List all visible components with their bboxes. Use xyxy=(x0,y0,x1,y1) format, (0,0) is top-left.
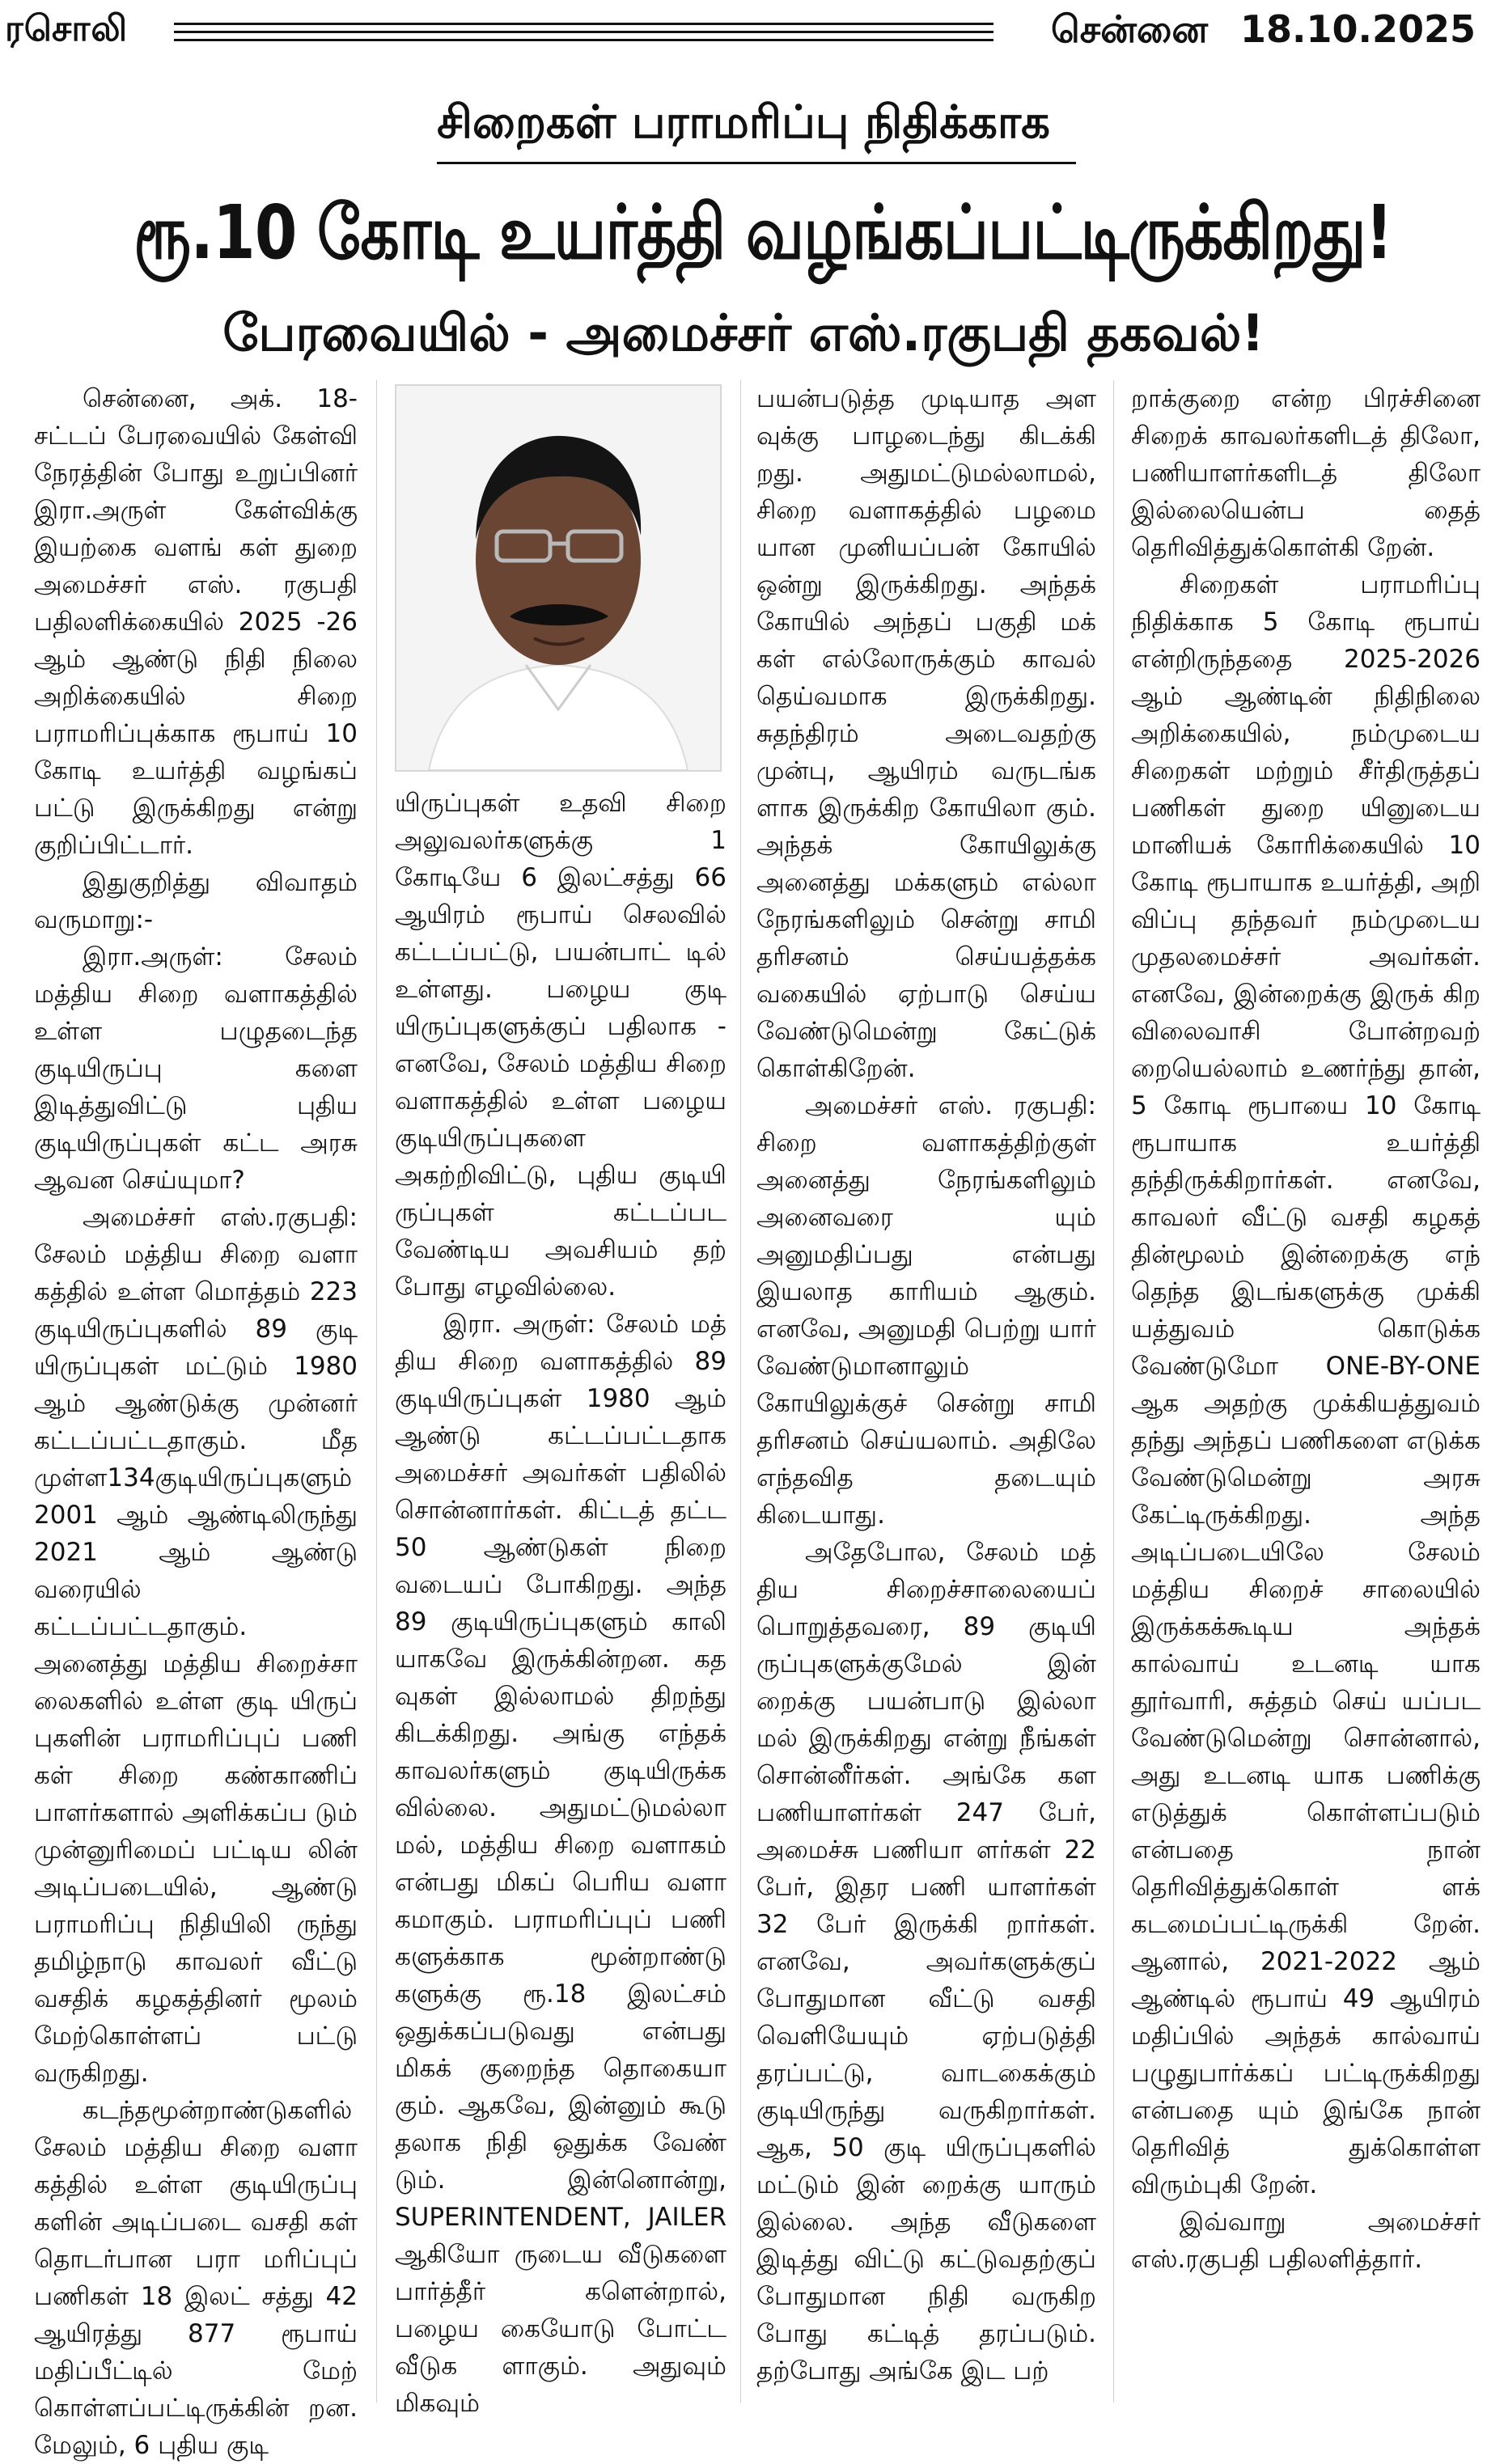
column-divider xyxy=(1113,380,1114,2403)
article-headline: ரூ.10 கோடி உயர்த்தி வழங்கப்பட்டிருக்கிறது! xyxy=(133,189,1393,276)
paragraph: சென்னை, அக். 18- சட்டப் பேரவையில் கேள்வி நேரத்தின் போது உறுப்பினர் இரா.அருள் கேள்விக்கு இயற்கை வளங் கள் துறை அமைச்சர் எஸ். ரகுபதி பதிலளிக்கையில் 2025 -26 ஆம் ஆண்டு நிதி நிலை அறிக்கையில் சிறை பராமரிப்புக்காக ரூபாய் 10 கோடி உயர்த்தி வழங்கப் பட்டு இருக்கிறது என்று குறிப்பிட்டார். xyxy=(34,384,358,860)
paragraph: அமைச்சர் எஸ்.ரகுபதி: சேலம் மத்திய சிறை வளா கத்தில் உள்ள மொத்தம் 223 குடியிருப்புகளில் 89 குடி யிருப்புகள் மட்டும் 1980 ஆம் ஆண்டுக்கு முன்னர் கட்டப்பட்டதாகும். மீத முள்ள134குடியிருப்புகளும் 2001 ஆம் ஆண்டிலிருந்து 2021 ஆம் ஆண்டு வரையில் கட்டப்பட்டதாகும். அனைத்து மத்திய சிறைச்சா லைகளில் உள்ள குடி யிருப் புகளின் பராமரிப்புப் பணி கள் சிறை கண்காணிப் பாளர்களால் அளிக்கப்ப டும் முன்னுரிமைப் பட்டிய லின் அடிப்படையில், ஆண்டு பராமரிப்பு நிதியிலி ருந்து தமிழ்நாடு காவலர் வீட்டு வசதிக் கழகத்தினர் மூலம் மேற்கொள்ளப் பட்டு வருகிறது. xyxy=(34,1203,358,2088)
portrait-icon xyxy=(396,386,720,770)
paragraph: யிருப்புகள் உதவி சிறை அலுவலர்களுக்கு 1 கோடியே 6 இலட்சத்து 66 ஆயிரம் ரூபாய் செலவில் கட்டப்பட்டு, பயன்பாட் டில் உள்ளது. பழைய குடி யிருப்புகளுக்குப் பதிலாக - எனவே, சேலம் மத்திய சிறை வளாகத்தில் உள்ள பழைய குடியிருப்புகளை அகற்றிவிட்டு, புதிய குடியி ருப்புகள் கட்டப்பட வேண்டிய அவசியம் தற் போது எழவில்லை. xyxy=(395,789,727,1302)
paragraph: இதுகுறித்து விவாதம் வருமாறு:- xyxy=(34,868,358,934)
masthead xyxy=(0,0,1487,65)
masthead-rule xyxy=(174,39,993,41)
paragraph: சிறைகள் பராமரிப்பு நிதிக்காக 5 கோடி ரூபாய் என்றிருந்ததை 2025-2026 ஆம் ஆண்டின் நிதிநிலை அறிக்கையில், நம்முடைய சிறைகள் மற்றும் சீர்திருத்தப் பணிகள் துறை யினுடைய மானியக் கோரிக்கையில் 10 கோடி ரூபாயாக உயர்த்தி, அறி விப்பு தந்தவர் நம்முடைய முதலமைச்சர் அவர்கள். எனவே, இன்றைக்கு இருக் கிற விலைவாசி போன்றவற் றையெல்லாம் உணர்ந்து தான், 5 கோடி ரூபாயை 10 கோடி ரூபாயாக உயர்த்தி தந்திருக்கிறார்கள். எனவே, காவலர் வீட்டு வசதி கழகத் தின்மூலம் இன்றைக்கு எந் தெந்த இடங்களுக்கு முக்கி யத்துவம் கொடுக்க வேண்டுமோ ONE-BY-ONE ஆக அதற்கு முக்கியத்துவம் தந்து அந்தப் பணிகளை எடுக்க வேண்டுமென்று அரசு கேட்டிருக்கிறது. அந்த அடிப்படையிலே சேலம் மத்திய சிறைச் சாலையில் இருக்கக்கூடிய அந்தக் கால்வாய் உடனடி யாக தூர்வாரி, சுத்தம் செய் யப்பட வேண்டுமென்று சொன்னால், அது உடனடி யாக பணிக்கு எடுத்துக் கொள்ளப்படும் என்பதை நான் தெரிவித்துக்கொள் ளக் கடமைப்பட்டிருக்கி றேன். ஆனால், 2021-2022 ஆம் ஆண்டில் ரூபாய் 49 ஆயிரம் மதிப்பில் அந்தக் கால்வாய் பழுதுபார்க்கப் பட்டிருக்கிறது என்பதை யும் இங்கே நான் தெரிவித் துக்கொள்ள விரும்புகி றேன். xyxy=(1131,570,1481,2199)
paragraph: கடந்தமூன்றாண்டுகளில் சேலம் மத்திய சிறை வளா கத்தில் உள்ள குடியிருப்பு களின் அடிப்படை வசதி கள் தொடர்பான பரா மரிப்புப் பணிகள் 18 இலட் சத்து 42 ஆயிரத்து 877 ரூபாய் மதிப்பீட்டில் மேற் கொள்ளப்பட்டிருக்கின் றன. மேலும், 6 புதிய குடி xyxy=(34,2096,358,2460)
column-divider xyxy=(376,380,377,2403)
masthead-paper-name: ரசொலி xyxy=(5,8,129,49)
masthead-city: சென்னை xyxy=(1050,7,1208,51)
kicker-underline xyxy=(437,162,1076,164)
article-column-4 xyxy=(1131,380,1481,2278)
paragraph: பயன்படுத்த முடியாத அள வுக்கு பாழடைந்து கிடக்கி றது. அதுமட்டுமல்லாமல், சிறை வளாகத்தில் பழமை யான முனியப்பன் கோயில் ஒன்று இருக்கிறது. அந்தக் கோயில் அந்தப் பகுதி மக் கள் எல்லோருக்கும் காவல் தெய்வமாக இருக்கிறது. சுதந்திரம் அடைவதற்கு முன்பு, ஆயிரம் வருடங்க ளாக இருக்கிற கோயிலா கும். அந்தக் கோயிலுக்கு அனைத்து மக்களும் எல்லா நேரங்களிலும் சென்று சாமி தரிசனம் செய்யத்தக்க வகையில் ஏற்பாடு செய்ய வேண்டுமென்று கேட்டுக் கொள்கிறேன். xyxy=(756,384,1096,1083)
minister-photo xyxy=(395,384,722,772)
paragraph: றாக்குறை என்ற பிரச்சினை சிறைக் காவலர்களிடத் திலோ, பணியாளர்களிடத் திலோ இல்லையென்ப தைத் தெரிவித்துக்கொள்கி றேன். xyxy=(1131,384,1481,562)
paragraph: அதேபோல, சேலம் மத் திய சிறைச்சாலையைப் பொறுத்தவரை, 89 குடியி ருப்புகளுக்குமேல் இன் றைக்கு பயன்பாடு இல்லா மல் இருக்கிறது என்று நீங்கள் சொன்னீர்கள். அங்கே கள பணியாளர்கள் 247 பேர், அமைச்சு பணியா ளர்கள் 22 பேர், இதர பணி யாளர்கள் 32 பேர் இருக்கி றார்கள். எனவே, அவர்களுக்குப் போதுமான வீட்டு வசதி வெளியேயும் ஏற்படுத்தி தரப்பட்டு, வாடகைக்கும் குடியிருந்து வருகிறார்கள். ஆக, 50 குடி யிருப்புகளில் மட்டும் இன் றைக்கு யாரும் இல்லை. அந்த வீடுகளை இடித்து விட்டு கட்டுவதற்குப் போதுமான நிதி வருகிற போது கட்டித் தரப்படும். தற்போது அங்கே இட பற் xyxy=(756,1538,1096,2386)
article-column-2 xyxy=(395,785,727,2422)
masthead-dateline xyxy=(1051,6,1476,52)
column-divider xyxy=(740,380,741,2403)
masthead-date: 18.10.2025 xyxy=(1239,7,1476,51)
article-kicker: சிறைகள் பராமரிப்பு நிதிக்காக xyxy=(437,96,1050,149)
masthead-rule xyxy=(174,23,993,25)
article-column-1 xyxy=(34,380,358,2464)
article-column-3 xyxy=(756,380,1096,2390)
paragraph: இரா.அருள்: சேலம் மத்திய சிறை வளாகத்தில் உள்ள பழுதடைந்த குடியிருப்பு களை இடித்துவிட்டு புதிய குடியிருப்புகள் கட்ட அரசு ஆவன செய்யுமா? xyxy=(34,942,358,1195)
paragraph: இவ்வாறு அமைச்சர் எஸ்.ரகுபதி பதிலளித்தார். xyxy=(1131,2208,1481,2274)
paragraph: அமைச்சர் எஸ். ரகுபதி: சிறை வளாகத்திற்குள் அனைத்து நேரங்களிலும் அனைவரை யும் அனுமதிப்பது என்பது இயலாத காரியம் ஆகும். எனவே, அனுமதி பெற்று யார் வேண்டுமானாலும் கோயிலுக்குச் சென்று சாமி தரிசனம் செய்யலாம். அதிலே எந்தவித தடையும் கிடையாது. xyxy=(756,1091,1096,1530)
paragraph: இரா. அருள்: சேலம் மத் திய சிறை வளாகத்தில் 89 குடியிருப்புகள் 1980 ஆம் ஆண்டு கட்டப்பட்டதாக அமைச்சர் அவர்கள் பதிலில் சொன்னார்கள். கிட்டத் தட்ட 50 ஆண்டுகள் நிறை வடையப் போகிறது. அந்த 89 குடியிருப்புகளும் காலி யாகவே இருக்கின்றன. கத வுகள் இல்லாமல் திறந்து கிடக்கிறது. அங்கு எந்தக் காவலர்களும் குடியிருக்க வில்லை. அதுமட்டுமல்லா மல், மத்திய சிறை வளாகம் என்பது மிகப் பெரிய வளா கமாகும். பராமரிப்புப் பணி களுக்காக மூன்றாண்டு களுக்கு ரூ.18 இலட்சம் ஒதுக்கப்படுவது என்பது மிகக் குறைந்த தொகையா கும். ஆகவே, இன்னும் கூடு தலாக நிதி ஒதுக்க வேண் டும். இன்னொன்று, SUPERINTENDENT, JAILER ஆகியோ ருடைய வீடுகளை பார்த்தீர் களென்றால், பழைய கையோடு போட்ட வீடுக ளாகும். அதுவும் மிகவும் xyxy=(395,1310,727,2418)
masthead-rule xyxy=(174,31,993,33)
article-subheadline: பேரவையில் - அமைச்சர் எஸ்.ரகுபதி தகவல்! xyxy=(222,303,1265,362)
